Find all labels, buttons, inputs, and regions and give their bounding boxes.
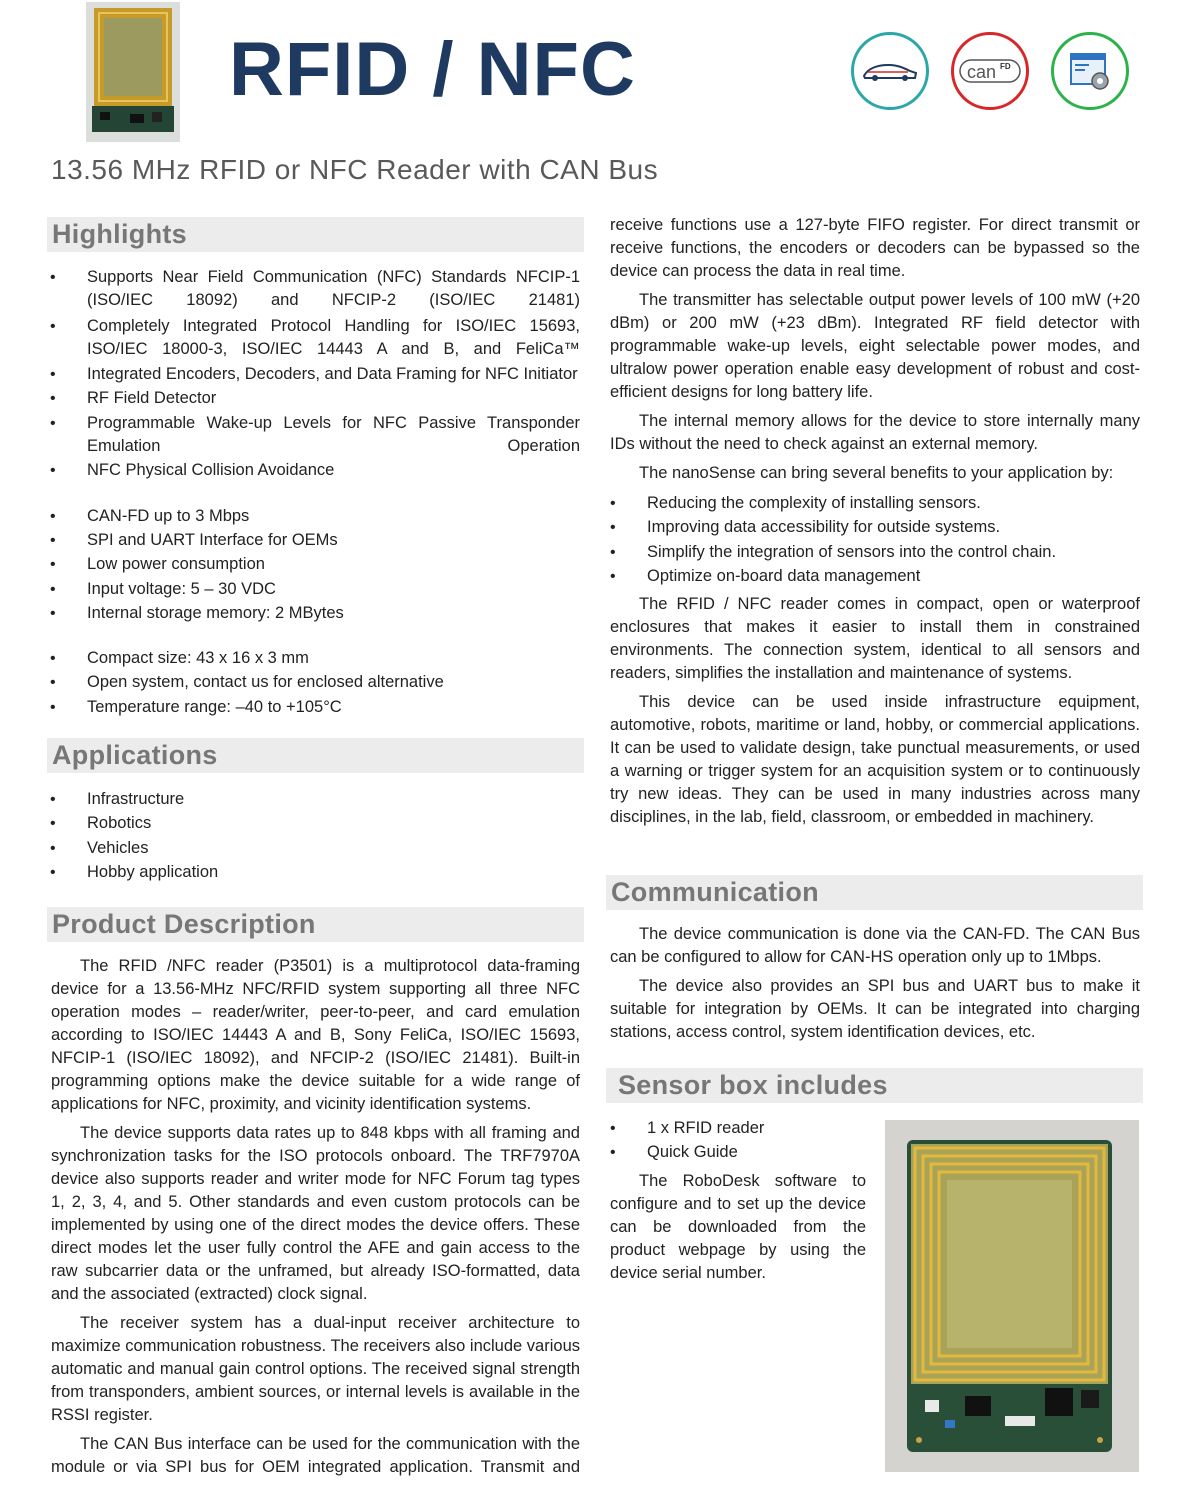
list-item: • Compact size: 43 x 16 x 3 mm	[46, 647, 580, 670]
paragraph: The CAN Bus interface can be used for the communication with the module or via SPI bus for OEM integrated application. Transmit and	[51, 1435, 580, 1476]
applications-list	[46, 788, 580, 884]
svg-text:can: can	[967, 62, 997, 82]
can-fd-logo	[951, 32, 1029, 110]
list-item: • Infrastructure	[46, 788, 580, 811]
paragraph: The device communication is done via the CAN-FD. The CAN Bus can be configured to allow for CAN-HS operation only up to 1Mbps.	[610, 925, 1140, 966]
list-item: • Hobby application	[46, 861, 580, 884]
can-fd-icon	[958, 54, 1022, 88]
sensor-box-text	[610, 1170, 866, 1291]
software-window-gear-icon	[1067, 48, 1113, 94]
paragraph: This device can be used inside infrastructure equipment, automotive, robots, maritime or land, hobby, or commercial applications. It can be used to validate design, take punctual measurements, or used a warning or trigger system for an acquisition system or to continuously try new ideas. They can be used in many industries across many disciplines, in the lab, field, classroom, or embedded in machinery.	[610, 693, 1140, 826]
paragraph: The nanoSense can bring several benefits to your application by:	[639, 464, 1114, 482]
right-column-text	[610, 214, 1140, 491]
list-item: • Open system, contact us for enclosed alternative	[46, 671, 580, 694]
list-item: • Temperature range: –40 to +105°C	[46, 696, 580, 719]
list-item: • Reducing the complexity of installing sensors.	[606, 492, 1140, 515]
paragraph: The transmitter has selectable output power levels of 100 mW (+20 dBm) or 200 mW (+23 dBm). Integrated RF field detector with programmable wake-up levels, eight selectable power modes, and ultralow power operation enable easy development of robust and cost-efficient designs for long battery life.	[610, 291, 1140, 401]
list-item: • Supports Near Field Communication (NFC) Standards NFCIP-1 (ISO/IEC 18092) and NFCIP-2 (ISO/IEC 21481)	[46, 266, 580, 313]
svg-text:FD: FD	[1000, 62, 1011, 71]
highlights-list	[46, 266, 580, 719]
applications-heading: Applications	[47, 738, 584, 773]
highlights-heading: Highlights	[47, 217, 584, 252]
paragraph: The RFID /NFC reader (P3501) is a multiprotocol data-framing device for a 13.56-MHz NFC/RFID system supporting all three NFC operation modes – reader/writer, peer-to-peer, and card emulation according to ISO/IEC 14443 A and B, Sony FeliCa, ISO/IEC 15693, NFCIP-1 (ISO/IEC 18092), and NFCIP-2 (ISO/IEC 21481). Built-in programming options make the device suitable for a wide range of applications for NFC, proximity, and vicinity identification systems.	[51, 957, 580, 1113]
paragraph: The RoboDesk software to configure and to set up the device can be downloaded from the product webpage by using the device serial number.	[610, 1172, 866, 1282]
list-item: • NFC Physical Collision Avoidance	[46, 459, 580, 482]
list-item: • Programmable Wake-up Levels for NFC Passive Transponder Emulation Operation	[46, 412, 580, 459]
paragraph: The RFID / NFC reader comes in compact, open or waterproof enclosures that makes it easier to install them in constrained environments. The connection system, identical to all sensors and readers, simplifies the installation and maintenance of systems.	[610, 595, 1140, 682]
paragraph: The device also provides an SPI bus and UART bus to make it suitable for integration by OEMs. It can be integrated into charging stations, access control, system identification devices, etc.	[610, 977, 1140, 1041]
list-item: • Low power consumption	[46, 553, 580, 576]
product-description-text	[51, 955, 580, 1485]
page-subtitle: 13.56 MHz RFID or NFC Reader with CAN Bus	[51, 154, 659, 185]
paragraph: The internal memory allows for the device to store internally many IDs without the need to check against an external memory.	[610, 412, 1140, 453]
communication-text	[610, 923, 1140, 1050]
sensor-box-heading: Sensor box includes	[606, 1068, 1143, 1103]
communication-heading: Communication	[606, 875, 1143, 910]
list-item: • Integrated Encoders, Decoders, and Data Framing for NFC Initiator	[46, 363, 580, 386]
list-item: • Input voltage: 5 – 30 VDC	[46, 578, 580, 601]
list-item: • SPI and UART Interface for OEMs	[46, 529, 580, 552]
list-item: • Vehicles	[46, 837, 580, 860]
list-item: • Simplify the integration of sensors into the control chain.	[606, 541, 1140, 564]
paragraph: The device supports data rates up to 848 kbps with all framing and synchronization tasks for the ISO protocols onboard. The TRF7970A device also supports reader and writer mode for NFC Forum tag types 1, 2, 3, 4, and 5. Other standards and even custom protocols can be implemented by using one of the direct modes the device offers. These direct modes let the user fully control the AFE and gain access to the raw subcarrier data or the unframed, but already ISO-formatted, data and the associated (extracted) clock signal.	[51, 1124, 580, 1303]
list-item: • Robotics	[46, 812, 580, 835]
list-item: • Completely Integrated Protocol Handling for ISO/IEC 15693, ISO/IEC 18000-3, ISO/IEC 14443 A and B, and FeliCa™	[46, 315, 580, 362]
product-photo-large	[885, 1120, 1139, 1472]
list-item: • RF Field Detector	[46, 387, 580, 410]
paragraph: The receiver system has a dual-input receiver architecture to maximize communication robustness. The receivers also include various automatic and manual gain control options. The received signal strength from transponders, ambient sources, or internal levels is available in the RSSI register.	[51, 1314, 580, 1424]
list-item: • Quick Guide	[606, 1141, 868, 1164]
product-description-heading: Product Description	[47, 907, 584, 942]
list-item: • Improving data accessibility for outside systems.	[606, 516, 1140, 539]
list-item: • Internal storage memory: 2 MBytes	[46, 602, 580, 625]
sensor-box-list	[606, 1117, 868, 1165]
car-icon	[860, 56, 920, 86]
right-column-text-2	[610, 593, 1140, 835]
product-photo-small	[86, 2, 180, 142]
list-item: • CAN-FD up to 3 Mbps	[46, 505, 580, 528]
page-title: RFID / NFC	[229, 27, 636, 112]
benefits-list	[606, 492, 1140, 588]
list-item: • 1 x RFID reader	[606, 1117, 868, 1140]
list-item: • Optimize on-board data management	[606, 565, 1140, 588]
software-logo	[1051, 32, 1129, 110]
car-logo	[851, 32, 929, 110]
paragraph: receive functions use a 127-byte FIFO register. For direct transmit or receive functions, the encoders or decoders can be bypassed so the device can process the data in real time.	[610, 216, 1140, 280]
